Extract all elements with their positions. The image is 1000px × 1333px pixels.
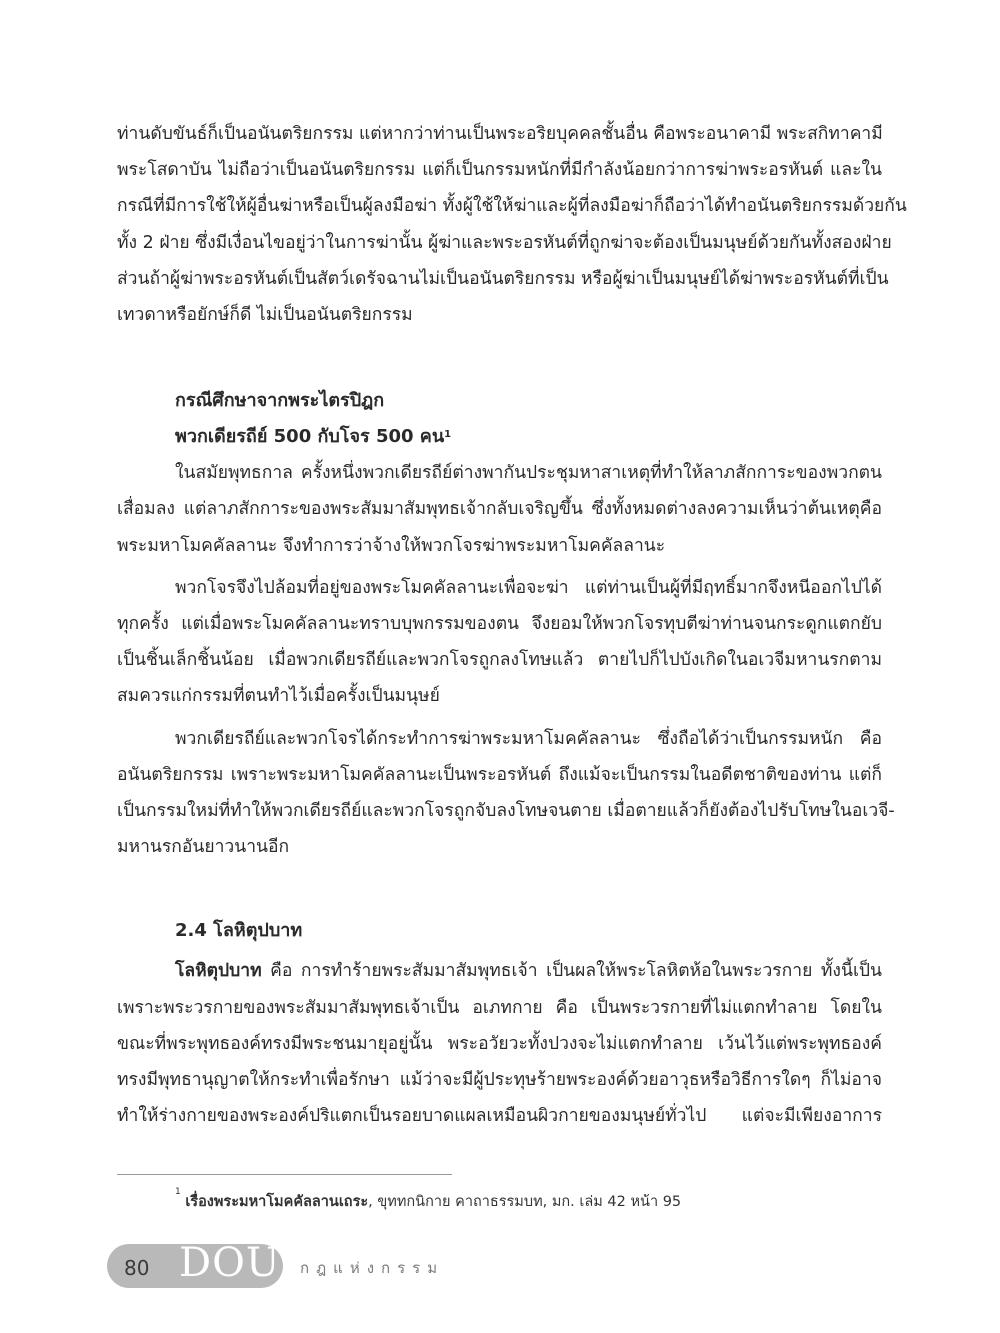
story-heading-text: พวกเดียรถีย์ 500 กับโจร 500 คน xyxy=(175,426,445,448)
text-line: เสื่อมลง แต่ลาภสักการะของพระสัมมาสัมพุทธเจ้ากลับเจริญขึ้น ซึ่งทั้งหมดต่างลงความเห็นว่าต้นเหตุคือ xyxy=(117,499,882,520)
footnote-divider xyxy=(117,1174,452,1175)
footnote xyxy=(175,1187,682,1213)
text-line: เป็นกรรมใหม่ที่ทำให้พวกเดียรถีย์และพวกโจรถูกจับลงโทษจนตาย เมื่อตายแล้วก็ยังต้องไปรับโทษในอเวจี- xyxy=(117,801,895,822)
case-study-heading: กรณีศึกษาจากพระไตรปิฎก xyxy=(175,390,385,412)
text-line: ส่วนถ้าผู้ฆ่าพระอรหันต์เป็นสัตว์เดรัจฉานไม่เป็นอนันตริยกรรม หรือผู้ฆ่าเป็นมนุษย์ได้ฆ่าพระอรหันต์ที่เป็น xyxy=(117,268,889,289)
text-line: อนันตริยกรรม เพราะพระมหาโมคคัลลานะเป็นพระอรหันต์ ถึงแม้จะเป็นกรรมในอดีตชาติของท่าน แต่ก็ xyxy=(117,764,882,785)
paragraph-3 xyxy=(117,570,882,715)
text-line: เป็นชิ้นเล็กชิ้นน้อย เมื่อพวกเดียรถีย์และพวกโจรถูกลงโทษแล้ว ตายไปก็ไปบังเกิดในอเวจีมหานรกตาม xyxy=(117,650,882,671)
footnote-source: , ขุททกนิกาย คาถาธรรมบท, มก. เล่ม 42 หน้า 95 xyxy=(368,1194,682,1210)
body-text xyxy=(117,116,907,1134)
text-line: ท่านดับขันธ์ก็เป็นอนันตริยกรรม แต่หากว่าท่านเป็นพระอริยบุคคลชั้นอื่น คือพระอนาคามี พระสกิทาคามี xyxy=(117,124,883,144)
text-line: มหานรกอันยาวนานอีก xyxy=(117,837,290,858)
section-heading: 2.4 โลหิตุปบาท xyxy=(175,920,303,942)
text-line: ขณะที่พระพุทธองค์ทรงมีพระชนมายุอยู่นั้น พระอวัยวะทั้งปวงจะไม่แตกทำลาย เว้นไว้แต่พระพุทธองค์ xyxy=(117,1033,882,1054)
text-line: สมควรแก่กรรมที่ตนทำไว้เมื่อครั้งเป็นมนุษย์ xyxy=(117,686,440,707)
paragraph-2 xyxy=(117,455,882,564)
text-line xyxy=(117,953,882,989)
story-heading xyxy=(117,419,882,455)
text-run: คือ การทำร้ายพระสัมมาสัมพุทธเจ้า เป็นผลให้พระโลหิตห้อในพระวรกาย ทั้งนี้เป็น xyxy=(261,961,882,982)
text-line: พระโสดาบัน ไม่ถือว่าเป็นอนันตริยกรรม แต่ก็เป็นกรรมหนักที่มีกำลังน้อยกว่าการฆ่าพระอรหันต์ และใน xyxy=(117,160,882,181)
text-line: ทำให้ร่างกายของพระองค์ปริแตกเป็นรอยบาดแผลเหมือนผิวกายของมนุษย์ทั่วไป แต่จะมีเพียงอาการ xyxy=(117,1106,882,1127)
text-line: พวกเดียรถีย์และพวกโจรได้กระทำการฆ่าพระมหาโมคคัลลานะ ซึ่งถือได้ว่าเป็นกรรมหนัก คือ xyxy=(175,728,882,749)
brand-logo: DOU xyxy=(179,1240,281,1286)
footnote-number: 1 xyxy=(175,1187,181,1197)
paragraph-1 xyxy=(117,116,907,333)
book-title: กฎแห่งกรรม xyxy=(300,1259,445,1277)
text-line: กรณีที่มีการใช้ให้ผู้อื่นฆ่าหรือเป็นผู้ลงมือฆ่า ทั้งผู้ใช้ให้ฆ่าและผู้ที่ลงมือฆ่าก็ถือว่าได้ทำอนันตริยกรรมด้วยกัน xyxy=(117,196,907,217)
paragraph-4 xyxy=(117,721,895,866)
text-line: พระมหาโมคคัลลานะ จึงทำการว่าจ้างให้พวกโจรฆ่าพระมหาโมคคัลลานะ xyxy=(117,535,666,556)
paragraph-5 xyxy=(117,953,882,1134)
text-line: พวกโจรจึงไปล้อมที่อยู่ของพระโมคคัลลานะเพื่อจะฆ่า แต่ท่านเป็นผู้ที่มีฤทธิ์มากจึงหนีออกไปได้ xyxy=(175,577,882,598)
text-line: เพราะพระวรกายของพระสัมมาสัมพุทธเจ้าเป็น อเภทกาย คือ เป็นพระวรกายที่ไม่แตกทำลาย โดยใน xyxy=(117,997,882,1018)
text-line: ทั้ง 2 ฝ่าย ซึ่งมีเงื่อนไขอยู่ว่าในการฆ่านั้น ผู้ฆ่าและพระอรหันต์ที่ถูกฆ่าจะต้องเป็นมนุษย์ด้วยกันทั้งสองฝ่าย xyxy=(117,232,892,253)
page-number: 80 xyxy=(124,1256,150,1280)
text-line: ในสมัยพุทธกาล ครั้งหนึ่งพวกเดียรถีย์ต่างพากันประชุมหาสาเหตุที่ทำให้ลาภสักการะของพวกตน xyxy=(175,463,882,484)
footnote-ref: 1 xyxy=(444,429,452,441)
text-line: ทุกครั้ง แต่เมื่อพระโมคคัลลานะทราบบุพกรรมของตน จึงยอมให้พวกโจรทุบตีฆ่าท่านจนกระดูกแตกยับ xyxy=(117,614,882,635)
footnote-title: เรื่องพระมหาโมคคัลลานเถระ xyxy=(185,1194,369,1210)
text-line: ทรงมีพุทธานุญาตให้กระทำเพื่อรักษา แม้ว่าจะมีผู้ประทุษร้ายพระองค์ด้วยอาวุธหรือวิธีการใดๆ ก็ไม่อาจ xyxy=(117,1070,882,1091)
text-line: เทวดาหรือยักษ์ก็ดี ไม่เป็นอนันตริยกรรม xyxy=(117,305,413,326)
term-bold: โลหิตุปบาท xyxy=(175,961,262,982)
